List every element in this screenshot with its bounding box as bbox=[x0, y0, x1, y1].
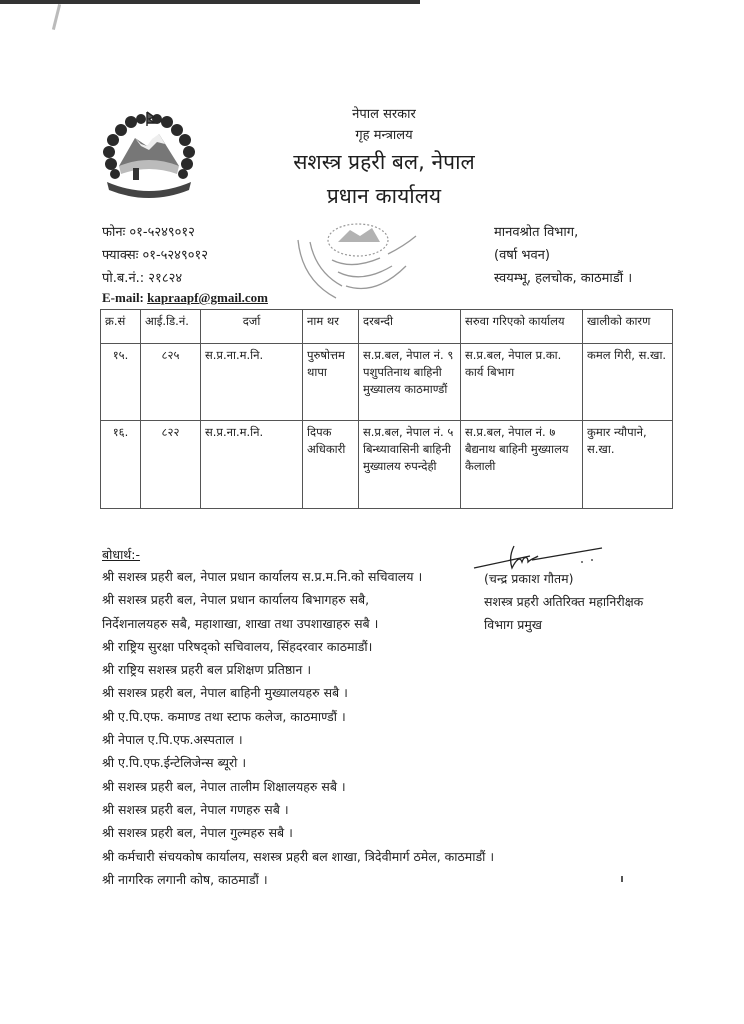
office-name: प्रधान कार्यालय bbox=[326, 184, 442, 208]
cc-recipient: निर्देशनालयहरु सबै, महाशाखा, शाखा तथा उपशाखाहरु सबै । bbox=[102, 615, 379, 631]
cell-id: ८२२ bbox=[141, 421, 201, 509]
col-header-transfer-office: सरुवा गरिएको कार्यालय bbox=[461, 310, 583, 344]
cc-recipient: श्री सशस्त्र प्रहरी बल, नेपाल गुल्महरु सबै । bbox=[102, 825, 293, 841]
transfer-table bbox=[100, 309, 673, 509]
cc-recipient: श्री सशस्त्र प्रहरी बल, नेपाल प्रधान कार्यालय बिभागहरु सबै, bbox=[102, 592, 370, 608]
table-header-row bbox=[101, 310, 673, 344]
scan-stroke-mark bbox=[52, 4, 61, 30]
cell-name: दिपक अधिकारी bbox=[303, 421, 359, 509]
cc-recipient: श्री ए.पि.एफ. कमाण्ड तथा स्टाफ कलेज, काठमाण्डौं । bbox=[102, 708, 346, 724]
cell-rank: स.प्र.ना.म.नि. bbox=[201, 421, 303, 509]
table-row bbox=[101, 344, 673, 421]
signature-icon bbox=[470, 542, 610, 572]
cc-recipient: श्री राष्ट्रिय सुरक्षा परिषद्को सचिवालय, सिंहदरवार काठमाडौं। bbox=[102, 638, 373, 654]
cell-name: पुरुषोत्तम थापा bbox=[303, 344, 359, 421]
col-header-serial: क्र.सं bbox=[101, 310, 141, 344]
cc-recipient: श्री कर्मचारी संचयकोष कार्यालय, सशस्त्र प्रहरी बल शाखा, त्रिदेवीमार्ग ठमेल, काठमाडौं । bbox=[102, 848, 495, 864]
po-box: पो.ब.नं.: २१८२४ bbox=[102, 271, 183, 286]
scan-speck bbox=[621, 876, 623, 882]
col-header-name: नाम थर bbox=[303, 310, 359, 344]
cell-vacancy-reason: कुमार न्यौपाने, स.खा. bbox=[583, 421, 673, 509]
phone-number: फोनः ०१-५२४९०१२ bbox=[102, 225, 195, 240]
cell-id: ८२५ bbox=[141, 344, 201, 421]
cc-recipient: श्री सशस्त्र प्रहरी बल, नेपाल बाहिनी मुख्यालयहरु सबै । bbox=[102, 685, 348, 701]
cell-vacancy-reason: कमल गिरी, स.खा. bbox=[583, 344, 673, 421]
cc-recipient: श्री नेपाल ए.पि.एफ.अस्पताल । bbox=[102, 732, 243, 748]
cc-heading-dash: - bbox=[135, 547, 141, 562]
scan-edge-mark bbox=[0, 0, 420, 4]
col-header-id: आई.डि.नं. bbox=[141, 310, 201, 344]
government-name: नेपाल सरकार bbox=[352, 107, 416, 122]
cc-recipient: श्री ए.पि.एफ.ईन्टेलिजेन्स ब्यूरो । bbox=[102, 755, 247, 771]
cc-recipient: श्री राष्ट्रिय सशस्त्र प्रहरी बल प्रशिक्षण प्रतिष्ठान । bbox=[102, 662, 312, 678]
cell-transfer-office: स.प्र.बल, नेपाल प्र.का. कार्य बिभाग bbox=[461, 344, 583, 421]
cell-post: स.प्र.बल, नेपाल नं. ९ पशुपतिनाथ बाहिनी मुख्यालय काठमाण्डौं bbox=[359, 344, 461, 421]
ministry-name: गृह मन्त्रालय bbox=[355, 128, 413, 143]
signatory-role: विभाग प्रमुख bbox=[484, 617, 543, 632]
cell-transfer-office: स.प्र.बल, नेपाल नं. ७ बैद्यनाथ बाहिनी मुख्यालय कैलाली bbox=[461, 421, 583, 509]
signatory-title: सशस्त्र प्रहरी अतिरिक्त महानिरीक्षक bbox=[484, 594, 644, 609]
department-address: स्वयम्भू, हलचोक, काठमाडौं । bbox=[494, 271, 633, 286]
col-header-rank: दर्जा bbox=[201, 310, 303, 344]
cc-recipient-list bbox=[102, 567, 494, 893]
cc-recipient: श्री नागरिक लगानी कोष, काठमाडौं । bbox=[102, 871, 268, 887]
cell-serial: १६. bbox=[101, 421, 141, 509]
department-name: मानवश्रोत विभाग, bbox=[494, 225, 579, 240]
col-header-vacancy-reason: खालीको कारण bbox=[583, 310, 673, 344]
cell-serial: १५. bbox=[101, 344, 141, 421]
cc-recipient: श्री सशस्त्र प्रहरी बल, नेपाल प्रधान कार्यालय स.प्र.म.नि.को सचिवालय । bbox=[102, 569, 423, 584]
signatory-name: (चन्द्र प्रकाश गौतम) bbox=[484, 571, 574, 586]
fax-number: फ्याक्सः ०१-५२४९०१२ bbox=[102, 248, 208, 263]
department-building: (वर्षा भवन) bbox=[494, 248, 550, 263]
col-header-post: दरबन्दी bbox=[359, 310, 461, 344]
organization-name: सशस्त्र प्रहरी बल, नेपाल bbox=[293, 150, 475, 174]
office-stamp-icon bbox=[288, 200, 428, 308]
cc-recipient: श्री सशस्त्र प्रहरी बल, नेपाल तालीम शिक्षालयहरु सबै । bbox=[102, 778, 346, 794]
cell-rank: स.प्र.ना.म.नि. bbox=[201, 344, 303, 421]
cc-heading bbox=[102, 546, 140, 563]
email-line bbox=[102, 290, 268, 306]
table-row bbox=[101, 421, 673, 509]
cell-post: स.प्र.बल, नेपाल नं. ५ बिन्ध्यावासिनी बाहिनी मुख्यालय रुपन्देही bbox=[359, 421, 461, 509]
cc-recipient: श्री सशस्त्र प्रहरी बल, नेपाल गणहरु सबै । bbox=[102, 801, 289, 817]
cc-heading-text: बोधार्थ: bbox=[102, 547, 136, 562]
email-link[interactable]: kapraapf@gmail.com bbox=[147, 290, 268, 305]
email-label: E-mail: bbox=[102, 290, 144, 305]
